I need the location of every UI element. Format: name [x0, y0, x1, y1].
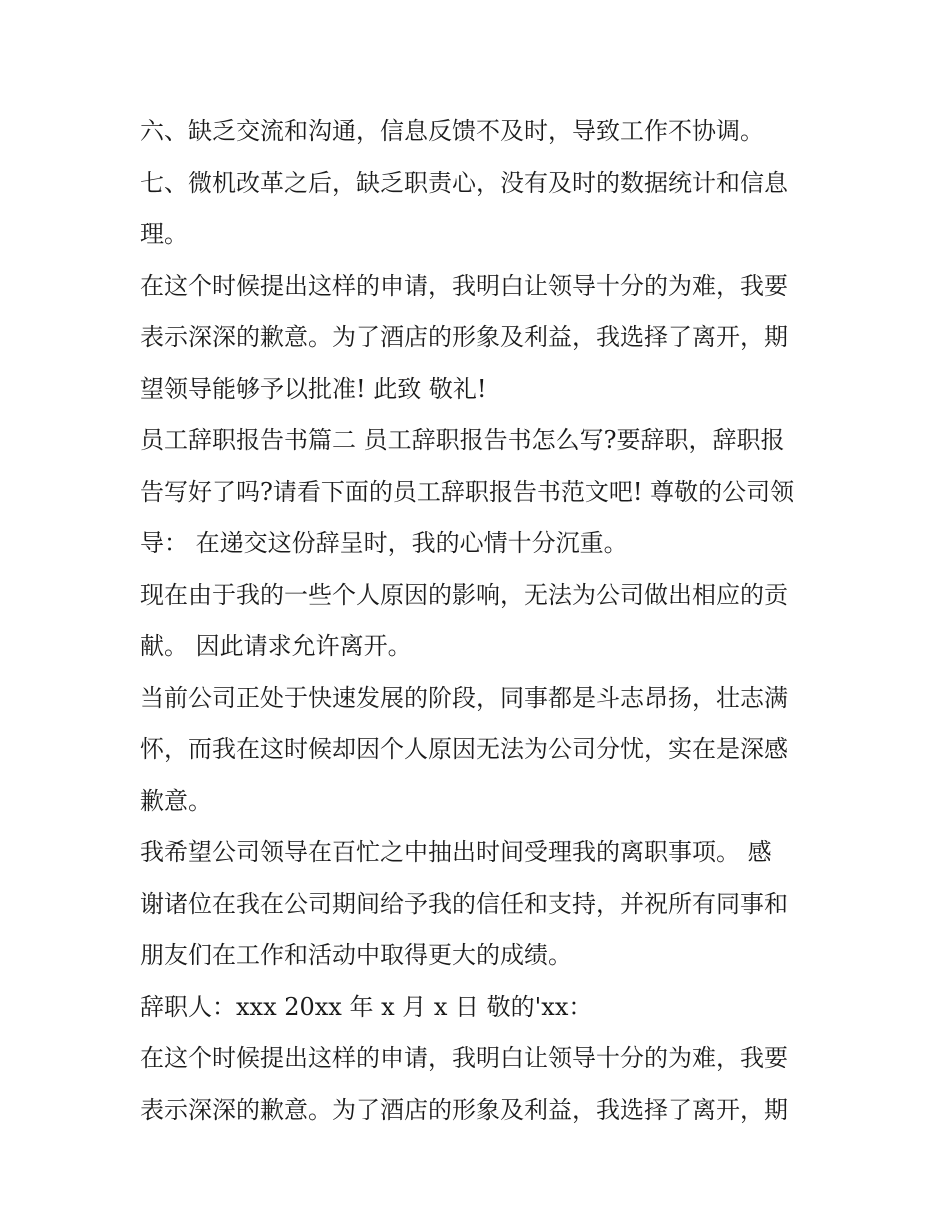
- text-line-19: 在这个时候提出这样的申请，我明白让领导十分的为难，我要: [140, 1044, 788, 1072]
- text-line-18: 辞职人：xxx 20xx 年 x 月 x 日 敬的'xx：: [140, 992, 593, 1021]
- text-line-9: 导： 在递交这份辞呈时，我的心情十分沉重。: [140, 529, 628, 557]
- text-line-3: 理。: [140, 220, 188, 248]
- text-line-12: 当前公司正处于快速发展的阶段，同事都是斗志昂扬，壮志满: [140, 683, 788, 712]
- text-line-5: 表示深深的歉意。为了酒店的形象及利益，我选择了离开，期: [140, 323, 788, 351]
- text-line-17: 朋友们在工作和活动中取得更大的成绩。: [140, 941, 572, 969]
- text-line-2: 七、微机改革之后，缺乏职责心，没有及时的数据统计和信息: [140, 168, 788, 197]
- text-line-7: 员工辞职报告书篇二 员工辞职报告书怎么写?要辞职，辞职报: [140, 426, 785, 454]
- text-line-16: 谢诸位在我在公司期间给予我的信任和支持，并祝所有同事和: [140, 889, 788, 918]
- text-line-6: 望领导能够予以批准! 此致 敬礼!: [140, 374, 487, 403]
- text-line-15: 我希望公司领导在百忙之中抽出时间受理我的离职事项。 感: [140, 838, 772, 866]
- text-line-1: 六、缺乏交流和沟通，信息反馈不及时，导致工作不协调。: [140, 117, 764, 145]
- text-line-13: 怀，而我在这时候却因个人原因无法为公司分忧，实在是深感: [140, 735, 788, 763]
- text-line-11: 献。 因此请求允许离开。: [140, 632, 412, 660]
- text-line-4: 在这个时候提出这样的申请，我明白让领导十分的为难，我要: [140, 271, 788, 300]
- text-line-14: 歉意。: [140, 786, 212, 815]
- text-line-10: 现在由于我的一些个人原因的影响，无法为公司做出相应的贡: [140, 580, 788, 609]
- document-body: [140, 106, 820, 1136]
- text-line-8: 告写好了吗?请看下面的员工辞职报告书范文吧! 尊敬的公司领: [140, 477, 795, 506]
- text-line-20: 表示深深的歉意。为了酒店的形象及利益，我选择了离开，期: [140, 1095, 788, 1124]
